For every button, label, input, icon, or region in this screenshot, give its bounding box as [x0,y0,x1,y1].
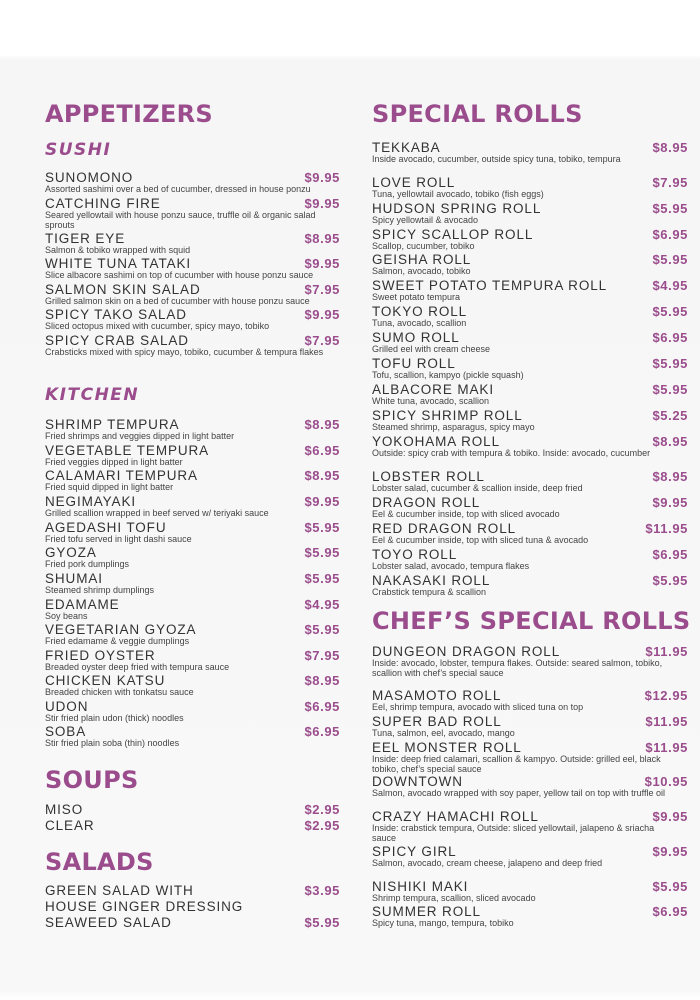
menu-item-description: Salmon, avocado, cream cheese, jalapeno and deep fried [372,858,603,868]
menu-item-price: $5.95 [652,382,688,397]
menu-item [372,521,688,546]
menu-item-description: Stir fried plain udon (thick) noodles [45,713,184,723]
menu-item-name: SUNOMONO [45,170,134,185]
menu-item-price: $6.95 [652,547,688,562]
menu-item [372,495,688,520]
menu-item-name: SUMO ROLL [372,330,460,345]
menu-item [45,648,340,673]
menu-item-price: $5.25 [652,408,688,423]
menu-item-name: SWEET POTATO TEMPURA ROLL [372,278,608,293]
menu-item-description: Inside: crabstick tempura, Outside: sliced yellowtail, jalapeno & sriacha sauce [372,823,655,843]
menu-item-price: $8.95 [304,231,340,246]
menu-item [372,714,688,739]
menu-item [45,571,340,596]
menu-item [372,844,688,869]
menu-item-price: $6.95 [304,699,340,714]
special-rolls-heading: SPECIAL ROLLS [372,100,583,128]
menu-item-name: SPICY GIRL [372,844,457,859]
menu-item-name: DUNGEON DRAGON ROLL [372,644,561,659]
menu-item [45,231,340,256]
menu-item [45,307,340,332]
menu-item-price: $6.95 [304,724,340,739]
menu-item-description: Steamed shrimp, asparagus, spicy mayo [372,422,535,432]
menu-item-description: Grilled eel with cream cheese [372,344,491,354]
menu-item-description: Seared yellowtail with house ponzu sauce, truffle oil & organic salad sprouts [45,210,316,230]
menu-item-description: Crabsticks mixed with spicy mayo, tobiko, cucumber & tempura flakes [45,347,324,357]
menu-item-price: $8.95 [652,469,688,484]
menu-item-description: Tofu, scallion, kampyo (pickle squash) [372,370,524,380]
menu-item-description: Breaded chicken with tonkatsu sauce [45,687,194,697]
menu-item-name: GYOZA [45,545,97,560]
menu-item-price: $5.95 [652,879,688,894]
menu-item-price: $5.95 [304,545,340,560]
menu-item-name: GEISHA ROLL [372,252,472,267]
menu-item-price: $8.95 [652,434,688,449]
menu-item [372,774,688,799]
menu-item-name: LOBSTER ROLL [372,469,485,484]
menu-item [45,673,340,698]
kitchen-heading: KITCHEN [45,385,140,405]
menu-item [372,278,688,303]
menu-item-price: $11.95 [645,644,688,659]
menu-item-price: $6.95 [652,227,688,242]
menu-item-price: $3.95 [304,883,340,898]
menu-item-name: TOYO ROLL [372,547,458,562]
menu-item [372,304,688,329]
menu-item-price: $11.95 [645,740,688,755]
menu-item [372,140,688,165]
menu-item [45,468,340,493]
sushi-heading: SUSHI [45,140,112,160]
menu-item-description: Assorted sashimi over a bed of cucumber, dressed in house ponzu [45,184,311,194]
menu-item-name: SALMON SKIN SALAD [45,282,201,297]
menu-item-name: CATCHING FIRE [45,196,161,211]
menu-item-description: Spicy tuna, mango, tempura, tobiko [372,918,514,928]
menu-item [372,227,688,252]
menu-item-name: AGEDASHI TOFU [45,520,167,535]
menu-item-name: SEAWEED SALAD [45,915,172,930]
menu-item [372,434,688,459]
menu-item-name: NEGIMAYAKI [45,494,137,509]
menu-item-price: $9.95 [652,495,688,510]
menu-item [372,408,688,433]
menu-item-description: Fried tofu served in light dashi sauce [45,534,192,544]
menu-item-description: Fried edamame & veggie dumplings [45,636,190,646]
menu-item-price: $7.95 [304,333,340,348]
menu-item-description: Salmon, avocado wrapped with soy paper, yellow tail on top with truffle oil [372,788,665,798]
menu-item-description: Fried veggies dipped in light batter [45,457,183,467]
menu-item-price: $5.95 [304,571,340,586]
menu-item-price: $5.95 [652,304,688,319]
menu-item-name: EEL MONSTER ROLL [372,740,522,755]
menu-item-name: DOWNTOWN [372,774,463,789]
menu-item-name: SHRIMP TEMPURA [45,417,180,432]
menu-item-description: Breaded oyster deep fried with tempura sauce [45,662,230,672]
menu-item-description: Grilled scallion wrapped in beef served w/ teriyaki sauce [45,508,269,518]
menu-item-description: Scallop, cucumber, tobiko [372,241,475,251]
menu-item-name: TIGER EYE [45,231,126,246]
menu-item-name: CHICKEN KATSU [45,673,166,688]
menu-item-price: $5.95 [304,915,340,930]
menu-item-price: $5.95 [652,573,688,588]
menu-item-description: Inside: deep fried calamari, scallion & kampyo. Outside: grilled eel, black tobiko, chef’s special sauce [372,754,661,774]
menu-item-price: $5.95 [652,201,688,216]
menu-item-description: White tuna, avocado, scallion [372,396,490,406]
menu-item-description: Stir fried plain soba (thin) noodles [45,738,180,748]
menu-item [45,333,340,358]
menu-item-name: VEGETARIAN GYOZA [45,622,197,637]
menu-item-price: $9.95 [652,844,688,859]
menu-item-description: Slice albacore sashimi on top of cucumber with house ponzu sauce [45,270,314,280]
menu-item-description: Outside: spicy crab with tempura & tobiko. Inside: avocado, cucumber [372,448,651,458]
menu-item-name: TOKYO ROLL [372,304,468,319]
menu-item-name: SUPER BAD ROLL [372,714,502,729]
menu-item-name: NAKASAKI ROLL [372,573,491,588]
menu-item-name: EDAMAME [45,597,120,612]
salads-heading: SALADS [45,848,154,876]
menu-item-description: Fried pork dumplings [45,559,130,569]
chefs-special-rolls-heading: CHEF’S SPECIAL ROLLS [372,607,691,635]
menu-item [45,622,340,647]
menu-item [372,469,688,494]
menu-item-name: UDON [45,699,89,714]
menu-item-description: Tuna, avocado, scallion [372,318,467,328]
menu-item-price: $10.95 [644,774,688,789]
menu-item-price: $2.95 [304,818,340,833]
menu-item-description: Tuna, salmon, eel, avocado, mango [372,728,515,738]
menu-item-price: $6.95 [652,330,688,345]
menu-item-description: Eel, shrimp tempura, avocado with sliced tuna on top [372,702,584,712]
menu-item-name: TEKKABA [372,140,441,155]
menu-item-name: SPICY SCALLOP ROLL [372,227,534,242]
menu-item-name: SPICY SHRIMP ROLL [372,408,523,423]
menu-item [372,201,688,226]
menu-item-description: Soy beans [45,611,88,621]
menu-item [45,724,340,749]
menu-item-price: $7.95 [652,175,688,190]
menu-item-description: Tuna, yellowtail avocado, tobiko (fish eggs) [372,189,544,199]
menu-item-description: Lobster salad, cucumber & scallion inside, deep fried [372,483,583,493]
menu-item-name: ALBACORE MAKI [372,382,494,397]
menu-item-name: HOUSE GINGER DRESSING [45,899,244,914]
menu-item-description: Inside avocado, cucumber, outside spicy tuna, tobiko, tempura [372,154,621,164]
appetizers-heading: APPETIZERS [45,100,214,128]
menu-item-name: WHITE TUNA TATAKI [45,256,192,271]
menu-item [45,699,340,724]
menu-item [372,330,688,355]
menu-item-name: NISHIKI MAKI [372,879,469,894]
menu-item-description: Steamed shrimp dumplings [45,585,155,595]
menu-item-description: Sweet potato tempura [372,292,461,302]
menu-item-price: $7.95 [304,282,340,297]
menu-item-price: $2.95 [304,802,340,817]
menu-item-name: MASAMOTO ROLL [372,688,502,703]
menu-item-price: $9.95 [304,494,340,509]
menu-item-description: Shrimp tempura, scallion, sliced avocado [372,893,536,903]
menu-item-price: $8.95 [304,673,340,688]
menu-item [372,547,688,572]
menu-item-name: SOBA [45,724,87,739]
menu-item [372,644,688,678]
soups-heading: SOUPS [45,766,139,794]
menu-item [372,879,688,904]
menu-item-name: SPICY CRAB SALAD [45,333,189,348]
menu-item-price: $6.95 [304,443,340,458]
menu-item-name: SPICY TAKO SALAD [45,307,187,322]
menu-item-description: Eel & cucumber inside, top with sliced tuna & avocado [372,535,589,545]
menu-item [372,688,688,713]
menu-item [372,382,688,407]
menu-item-name: SHUMAI [45,571,103,586]
menu-item-price: $5.95 [304,622,340,637]
menu-item-price: $4.95 [304,597,340,612]
menu-item-price: $4.95 [652,278,688,293]
menu-item-name: TOFU ROLL [372,356,456,371]
menu-item-description: Salmon, avocado, tobiko [372,266,471,276]
menu-item-description: Grilled salmon skin on a bed of cucumber with house ponzu sauce [45,296,310,306]
menu-item [45,417,340,442]
menu-item-name: CALAMARI TEMPURA [45,468,198,483]
menu-item-name: GREEN SALAD WITH [45,883,194,898]
menu-item-price: $9.95 [652,809,688,824]
menu-item [372,740,688,774]
menu-item-price: $9.95 [304,170,340,185]
menu-item-name: CRAZY HAMACHI ROLL [372,809,539,824]
menu-item-price: $11.95 [645,521,688,536]
menu-item-description: Fried shrimps and veggies dipped in light batter [45,431,235,441]
menu-item-price: $12.95 [644,688,688,703]
menu-item-description: Inside: avocado, lobster, tempura flakes. Outside: seared salmon, tobiko, scallion with chef’s special sauce [372,658,663,678]
menu-item-description: Salmon & tobiko wrapped with squid [45,245,191,255]
menu-item-name: RED DRAGON ROLL [372,521,517,536]
menu-item [45,282,340,307]
menu-item-price: $5.95 [652,252,688,267]
menu-item [45,597,340,622]
menu-item-price: $5.95 [652,356,688,371]
menu-item [372,809,688,843]
menu-item-name: MISO [45,802,84,817]
menu-item-name: CLEAR [45,818,95,833]
menu-item [372,904,688,929]
menu-item [372,252,688,277]
menu-item [45,443,340,468]
menu-item-name: HUDSON SPRING ROLL [372,201,542,216]
menu-item [372,356,688,381]
menu-item [45,170,340,195]
menu-item-description: Crabstick tempura & scallion [372,587,487,597]
menu-item-description: Spicy yellowtail & avocado [372,215,479,225]
menu-item-name: YOKOHAMA ROLL [372,434,500,449]
menu-item-price: $9.95 [304,307,340,322]
menu-item-price: $8.95 [652,140,688,155]
menu-item-name: DRAGON ROLL [372,495,481,510]
menu-item [372,175,688,200]
menu-item [45,520,340,545]
menu-item [45,196,340,230]
menu-item-price: $8.95 [304,468,340,483]
menu-item-price: $6.95 [652,904,688,919]
menu-item-price: $9.95 [304,256,340,271]
menu-item-description: Eel & cucumber inside, top with sliced avocado [372,509,560,519]
menu-item-description: Lobster salad, avocado, tempura flakes [372,561,530,571]
menu-item-price: $11.95 [645,714,688,729]
menu-item-price: $9.95 [304,196,340,211]
menu-item [45,494,340,519]
menu-item-description: Fried squid dipped in light batter [45,482,174,492]
menu-item [372,573,688,598]
menu-item-name: FRIED OYSTER [45,648,156,663]
menu-item-price: $5.95 [304,520,340,535]
menu-item-name: VEGETABLE TEMPURA [45,443,210,458]
menu-item-price: $8.95 [304,417,340,432]
menu-item-price: $7.95 [304,648,340,663]
menu-item-name: LOVE ROLL [372,175,456,190]
menu-item [45,545,340,570]
menu-item-name: SUMMER ROLL [372,904,481,919]
menu-item-description: Sliced octopus mixed with cucumber, spicy mayo, tobiko [45,321,270,331]
menu-item [45,256,340,281]
